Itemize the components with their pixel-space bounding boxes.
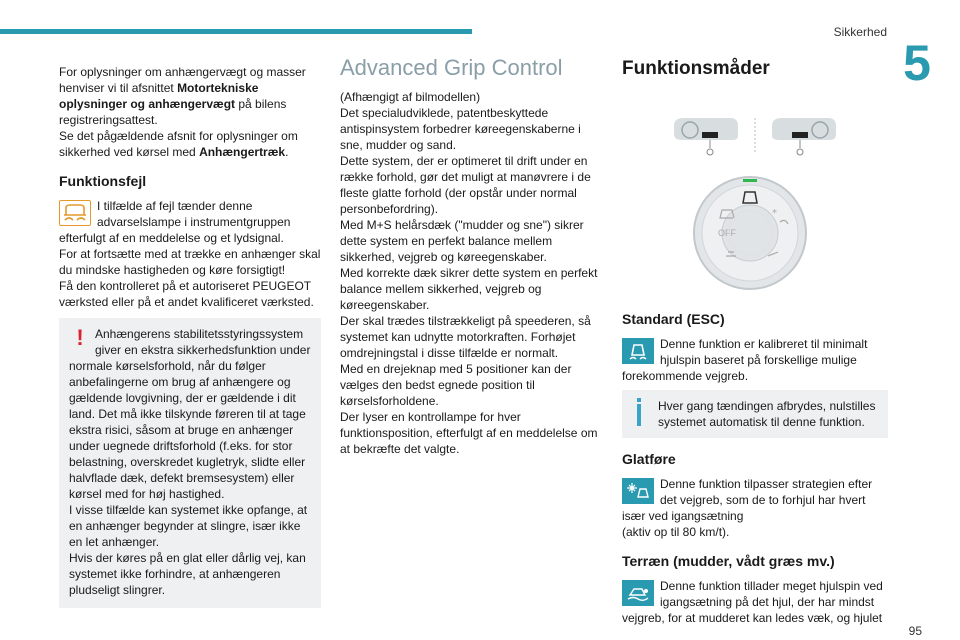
- mud-terrain-icon: [622, 580, 654, 606]
- advanced-grip-heading: Advanced Grip Control: [340, 55, 563, 80]
- fault-text-1: I tilfælde af fejl tænder denne advarselslampe i instrumentgruppen efterfulgt af en meddelelse og et lydsignal.: [59, 199, 291, 245]
- agc-paragraph: Der lyser en kontrollampe for hver funktionsposition, efterfulgt af en meddelelse om at bekræfte det valgte.: [340, 410, 598, 456]
- grip-control-knob-illustration: [622, 88, 888, 298]
- standard-text: Denne funktion er kalibreret til minimalt hjulspin baseret på forskellige mulige forekommende vejgreb.: [622, 337, 868, 383]
- info-icon: [632, 398, 646, 426]
- rotary-knob: [694, 177, 806, 289]
- column-right: [622, 56, 888, 626]
- chapter-number: 5: [903, 35, 931, 91]
- header-accent-bar: [0, 29, 472, 34]
- knob-off-label: OFF: [718, 228, 736, 238]
- mud-text: Denne funktion tillader meget hjulspin ved igangsætning på det hjul, der har mindst vejgreb, for at mudderet kan ledes væk, og hjulet: [622, 579, 883, 625]
- info-box: [622, 390, 888, 438]
- agc-paragraph: Med en drejeknap med 5 positioner kan der vælges den bedst egnede position til kørselsforholdene.: [340, 362, 572, 408]
- mud-heading: Terræn (mudder, vådt græs mv.): [622, 553, 835, 569]
- dashboard-right-icon: [772, 118, 836, 155]
- snowflake-car-icon: [622, 478, 654, 504]
- column-left: [59, 64, 321, 608]
- agc-paragraph: (Afhængigt af bilmodellen): [340, 90, 481, 104]
- intro-paragraph-1: For oplysninger om anhængervægt og masser henviser vi til afsnittet Motortekniske oplysninger og anhængervægt på bilens registreringsattest.: [59, 65, 306, 127]
- standard-heading: Standard (ESC): [622, 311, 725, 327]
- fault-text-2: For at fortsætte med at trække en anhænger skal du mindske hastigheden og køre forsigtigt!: [59, 247, 321, 277]
- snow-text: Denne funktion tilpasser strategien efter det vejgreb, som de to forhjul har hvert især ved igangsætning: [622, 477, 873, 523]
- agc-paragraph: Dette system, der er optimeret til drift under en række forhold, gør det muligt at manøvrere i de fleste glatte forhold (der opstår under normal personbefordring).: [340, 154, 591, 216]
- agc-paragraph: Med korrekte dæk sikrer dette system en perfekt balance mellem sikkerhed, vejgreb og køreegenskaber.: [340, 266, 598, 312]
- svg-text:*: *: [772, 208, 777, 219]
- agc-paragraph: Der skal trædes tilstrækkeligt på speederen, så systemet kan udnytte motorkraften. Forhøjet omdrejningstal i disse tilfælde er normalt.: [340, 314, 591, 360]
- warning-text-2: I visse tilfælde kan systemet ikke opfange, at en anhænger begynder at slingre, især ikke en let anhænger.: [69, 503, 308, 549]
- trailer-warning-icon: [59, 200, 91, 226]
- agc-paragraph: Med M+S helårsdæk ("mudder og sne") sikrer dette system en perfekt balance mellem sikkerhed, vejgreb og køreegenskaber.: [340, 218, 584, 264]
- fault-heading: Funktionsfejl: [59, 173, 147, 189]
- fault-text-3: Få den kontrolleret på et autoriseret PEUGEOT værksted eller på et andet kvalificeret værksted.: [59, 279, 314, 309]
- snow-text-2: (aktiv op til 80 km/t).: [622, 525, 730, 539]
- intro-paragraph-2: Se det pågældende afsnit for oplysninger om sikkerhed ved kørsel med Anhængertræk.: [59, 129, 298, 159]
- warning-exclamation-icon: !: [76, 325, 84, 350]
- esc-car-icon: [622, 338, 654, 364]
- dashboard-left-icon: [674, 118, 738, 155]
- column-middle: [340, 53, 603, 457]
- warning-box: [59, 318, 321, 608]
- warning-text-3: Hvis der køres på en glat eller dårlig vej, kan systemet ikke forhindre, at anhængeren pludseligt slingrer.: [69, 551, 306, 597]
- modes-heading: Funktionsmåder: [622, 58, 770, 79]
- section-title: Sikkerhed: [833, 25, 887, 39]
- page-number: 95: [908, 624, 922, 638]
- agc-paragraph: Det specialudviklede, patentbeskyttede antispinsystem forbedrer køreegenskaberne i sne, mudder og sand.: [340, 106, 581, 152]
- info-text: Hver gang tændingen afbrydes, nulstilles systemet automatisk til denne funktion.: [658, 399, 876, 429]
- warning-text-1: Anhængerens stabilitetsstyringssystem giver en ekstra sikkerhedsfunktion under normale kørselsforhold, når du følger anbefalingerne om brug af anhængere og gældende lovgivning, der er gældende i dit land. Det må ikke tilskynde føreren til at tage ekstra risici, såsom at bruge en anhænger under uegnede driftsforhold (f.eks. for stor belastning, overskredet kugletryk, slidte eller halvflade dæk, defekt bremsesystem) eller kørsel med for høj hastighed.: [69, 327, 311, 501]
- snow-heading: Glatføre: [622, 451, 676, 467]
